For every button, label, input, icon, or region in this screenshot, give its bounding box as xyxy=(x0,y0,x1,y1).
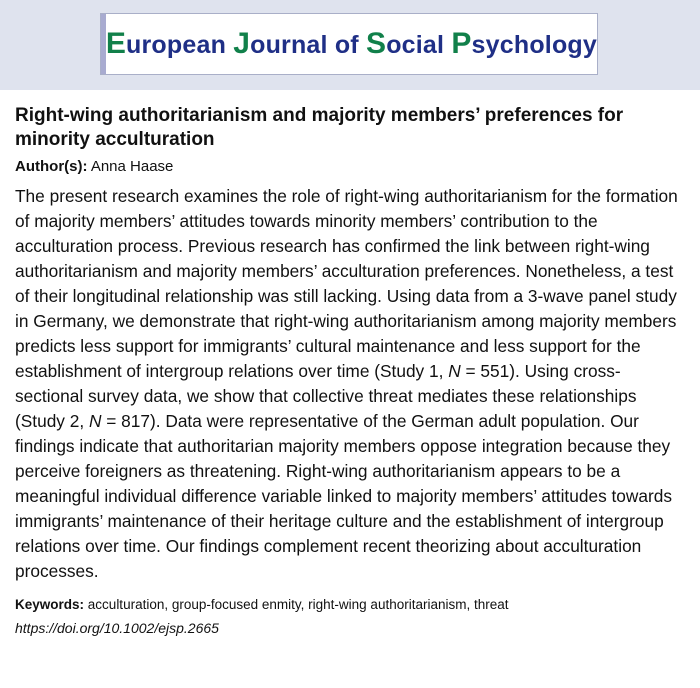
journal-name xyxy=(106,27,597,61)
doi-link[interactable]: https://doi.org/10.1002/ejsp.2665 xyxy=(15,620,219,636)
abstract-part-2: = 551). Using cross-sectional survey data, we show that collective threat mediates these relationships (Study 2, xyxy=(15,361,637,431)
logo-cap-s: S xyxy=(365,27,387,60)
authors-label: Author(s): xyxy=(15,158,88,175)
abstract-part-3: = 817). Data were representative of the German adult population. Our findings indicate that authoritarian majority members oppose integration because they perceive foreigners as threatening. Right-wing authoritarianism appears to be a meaningful individual difference variable linked to majority members’ attitudes towards immigrants’ maintenance of their heritage culture and the establishment of intergroup relations over time. Our findings complement recent theorizing about acculturation processes. xyxy=(15,411,673,581)
abstract xyxy=(15,184,685,584)
sample-size-symbol-2: N xyxy=(88,411,102,431)
keywords-line xyxy=(15,596,685,614)
keywords-list: acculturation, group-focused enmity, right-wing authoritarianism, threat xyxy=(87,597,509,612)
logo-word-2: ournal of xyxy=(250,31,366,59)
journal-banner xyxy=(0,0,700,90)
logo-cap-e: E xyxy=(105,27,127,60)
abstract-part-1: The present research examines the role of right-wing authoritarianism for the formation of majority members’ attitudes towards minority members’ contribution to the acculturation process. Previous research has confirmed the link between right-wing authoritarianism and majority members’ acculturation preferences. Nonetheless, a test of their longitudinal relationship was still lacking. Using data from a 3-wave panel study in Germany, we demonstrate that right-wing authoritarianism among majority members predicts less support for immigrants’ cultural maintenance and less support for the establishment of intergroup relations over time (Study 1, xyxy=(15,186,678,381)
article-content xyxy=(0,104,700,637)
keywords-label: Keywords: xyxy=(15,597,85,612)
journal-logo xyxy=(100,13,598,75)
logo-word-1: uropean xyxy=(126,31,234,59)
author-names: Anna Haase xyxy=(90,158,174,175)
author-line xyxy=(15,158,685,176)
logo-cap-j: J xyxy=(233,27,251,60)
logo-cap-p: P xyxy=(451,27,472,60)
logo-word-3: ocial xyxy=(386,31,452,59)
article-title: Right-wing authoritarianism and majority members’ preferences for minority acculturation xyxy=(15,105,624,150)
logo-word-4: sychology xyxy=(471,31,597,59)
sample-size-symbol-1: N xyxy=(448,361,461,381)
